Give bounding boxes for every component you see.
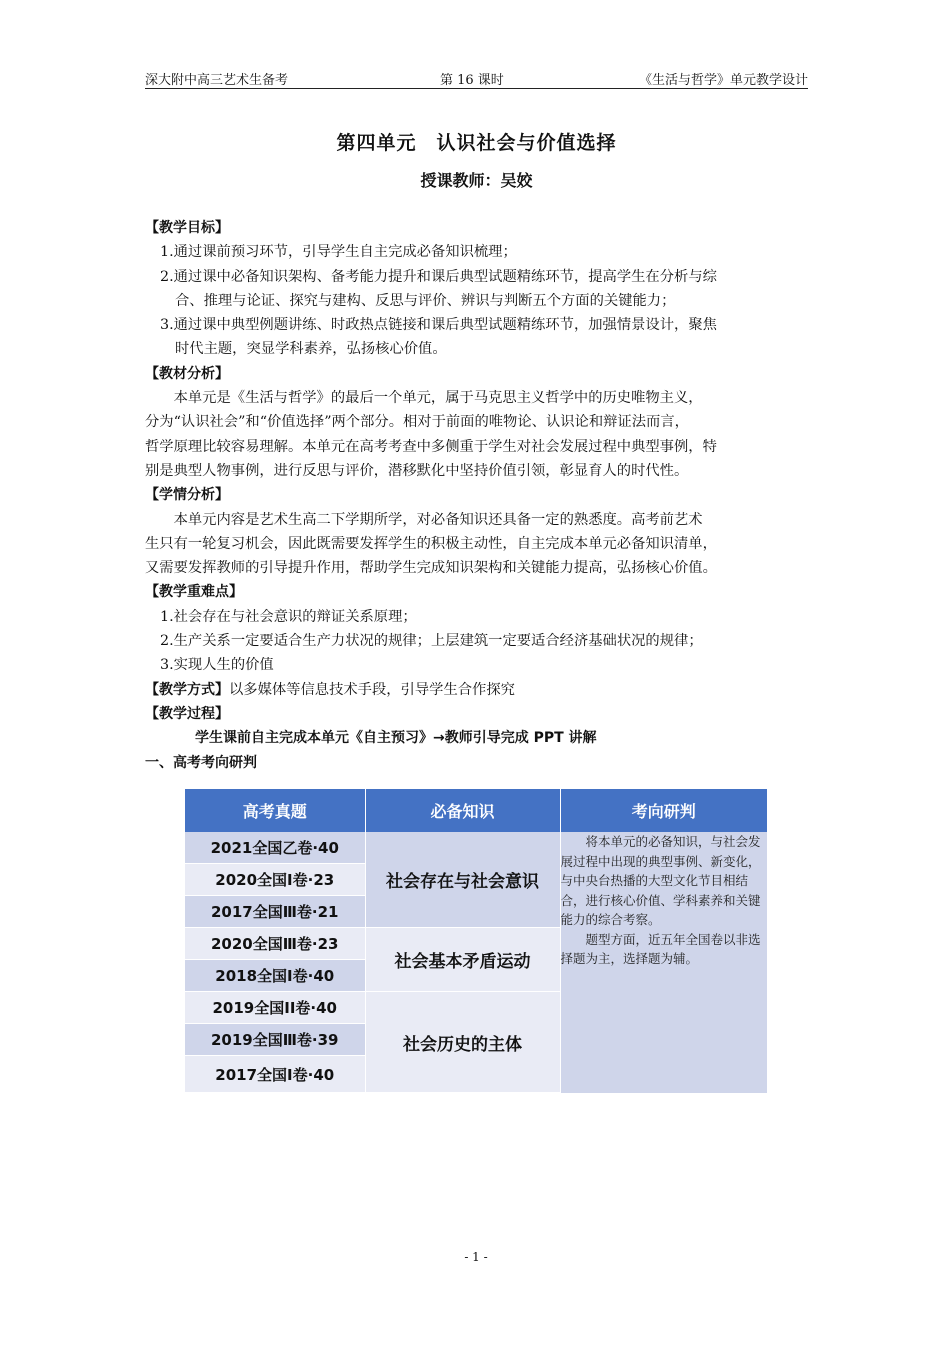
exam-cell: 2017全国Ⅰ卷·40 (185, 1056, 365, 1093)
page-title: 第四单元 认识社会与价值选择 (336, 132, 617, 154)
exam-cell: 2021全国乙卷·40 (185, 832, 365, 864)
exam-cell: 2020全国Ⅲ卷·23 (185, 928, 365, 960)
col-header-exam: 高考真题 (185, 789, 365, 832)
goal-item: 2.通过课中必备知识架构、备考能力提升和课后典型试题精练环节，提高学生在分析与综 (160, 268, 717, 285)
topic-cell: 社会历史的主体 (365, 992, 560, 1093)
students-paragraph (145, 508, 810, 581)
method-line (145, 678, 810, 702)
analysis-para-1: 将本单元的必备知识，与社会发展过程中出现的典型事例、新变化，与中央台热播的大型文化节目相结合，进行核心价值、学科素养和关键能力的综合考察。 (560, 834, 761, 927)
topic-cell: 社会基本矛盾运动 (365, 928, 560, 992)
students-line: 生只有一轮复习机会，因此既需要发挥学生的积极主动性，自主完成本单元必备知识清单， (145, 535, 717, 552)
goal-item-cont: 合、推理与论证、探究与建构、反思与评价、辨识与判断五个方面的关键能力； (175, 292, 676, 309)
col-header-analysis: 考向研判 (560, 789, 767, 832)
process-flow: 学生课前自主完成本单元《自主预习》→教师引导完成 PPT 讲解 (195, 730, 597, 747)
keypoints-heading: 【教学重难点】 (145, 584, 243, 601)
exam-cell: 2017全国Ⅲ卷·21 (185, 896, 365, 928)
body-content (145, 216, 810, 775)
header-course: 《生活与哲学》单元教学设计 (638, 73, 808, 88)
table-header-row (185, 789, 767, 832)
goals-heading: 【教学目标】 (145, 220, 229, 236)
exam-cell: 2018全国Ⅰ卷·40 (185, 960, 365, 992)
header-lesson: 第 16 课时 (440, 73, 504, 88)
keypoint-item: 1.社会存在与社会意识的辩证关系原理； (160, 608, 417, 625)
students-line: 又需要发挥教师的引导提升作用，帮助学生完成知识架构和关键能力提高，弘扬核心价值。 (145, 560, 717, 577)
exam-cell: 2019全国II卷·40 (185, 992, 365, 1024)
students-heading: 【学情分析】 (145, 487, 229, 504)
goal-item: 3.通过课中典型例题讲练、时政热点链接和课后典型试题精练环节，加强情景设计，聚焦 (160, 317, 717, 334)
material-line: 别是典型人物事例，进行反思与评价，潜移默化中坚持价值引领，彰显育人的时代性。 (145, 462, 689, 479)
analysis-para-2: 题型方面，近五年全国卷以非选择题为主，选择题为辅。 (560, 931, 761, 966)
goal-item-cont: 时代主题，突显学科素养，弘扬核心价值。 (175, 341, 447, 358)
analysis-cell (560, 832, 767, 1093)
material-line: 本单元是《生活与哲学》的最后一个单元，属于马克思主义哲学中的历史唯物主义， (173, 390, 703, 407)
topic-cell: 社会存在与社会意识 (365, 832, 560, 928)
students-line: 本单元内容是艺术生高二下学期所学，对必备知识还具备一定的熟悉度。高考前艺术 (173, 511, 703, 528)
table-row (185, 832, 767, 864)
keypoint-item: 2.生产关系一定要适合生产力状况的规律；上层建筑一定要适合经济基础状况的规律； (160, 633, 703, 650)
method-heading: 【教学方式】 (145, 681, 229, 698)
method-text: 以多媒体等信息技术手段，引导学生合作探究 (229, 681, 515, 698)
material-heading: 【教材分析】 (145, 365, 229, 382)
goal-item: 1.通过课前预习环节，引导学生自主完成必备知识梳理； (160, 244, 517, 261)
exam-cell: 2019全国Ⅲ卷·39 (185, 1024, 365, 1056)
page-header (145, 66, 808, 89)
material-paragraph (145, 386, 810, 483)
page-number: - 1 - (464, 1250, 488, 1264)
material-line: 分为“认识社会”和“价值选择”两个部分。相对于前面的唯物论、认识论和辩证法而言， (145, 414, 689, 431)
teacher-line: 授课教师：吴姣 (420, 171, 533, 190)
exam-analysis-table (185, 789, 767, 1093)
keypoint-item: 3.实现人生的价值 (160, 657, 274, 674)
process-heading: 【教学过程】 (145, 705, 229, 722)
part-one-heading: 一、高考考向研判 (145, 754, 257, 771)
header-school: 深大附中高三艺术生备考 (145, 73, 289, 88)
material-line: 哲学原理比较容易理解。本单元在高考考查中多侧重于学生对社会发展过程中典型事例，特 (145, 438, 717, 455)
col-header-knowledge: 必备知识 (365, 789, 560, 832)
exam-cell: 2020全国Ⅰ卷·23 (185, 864, 365, 896)
